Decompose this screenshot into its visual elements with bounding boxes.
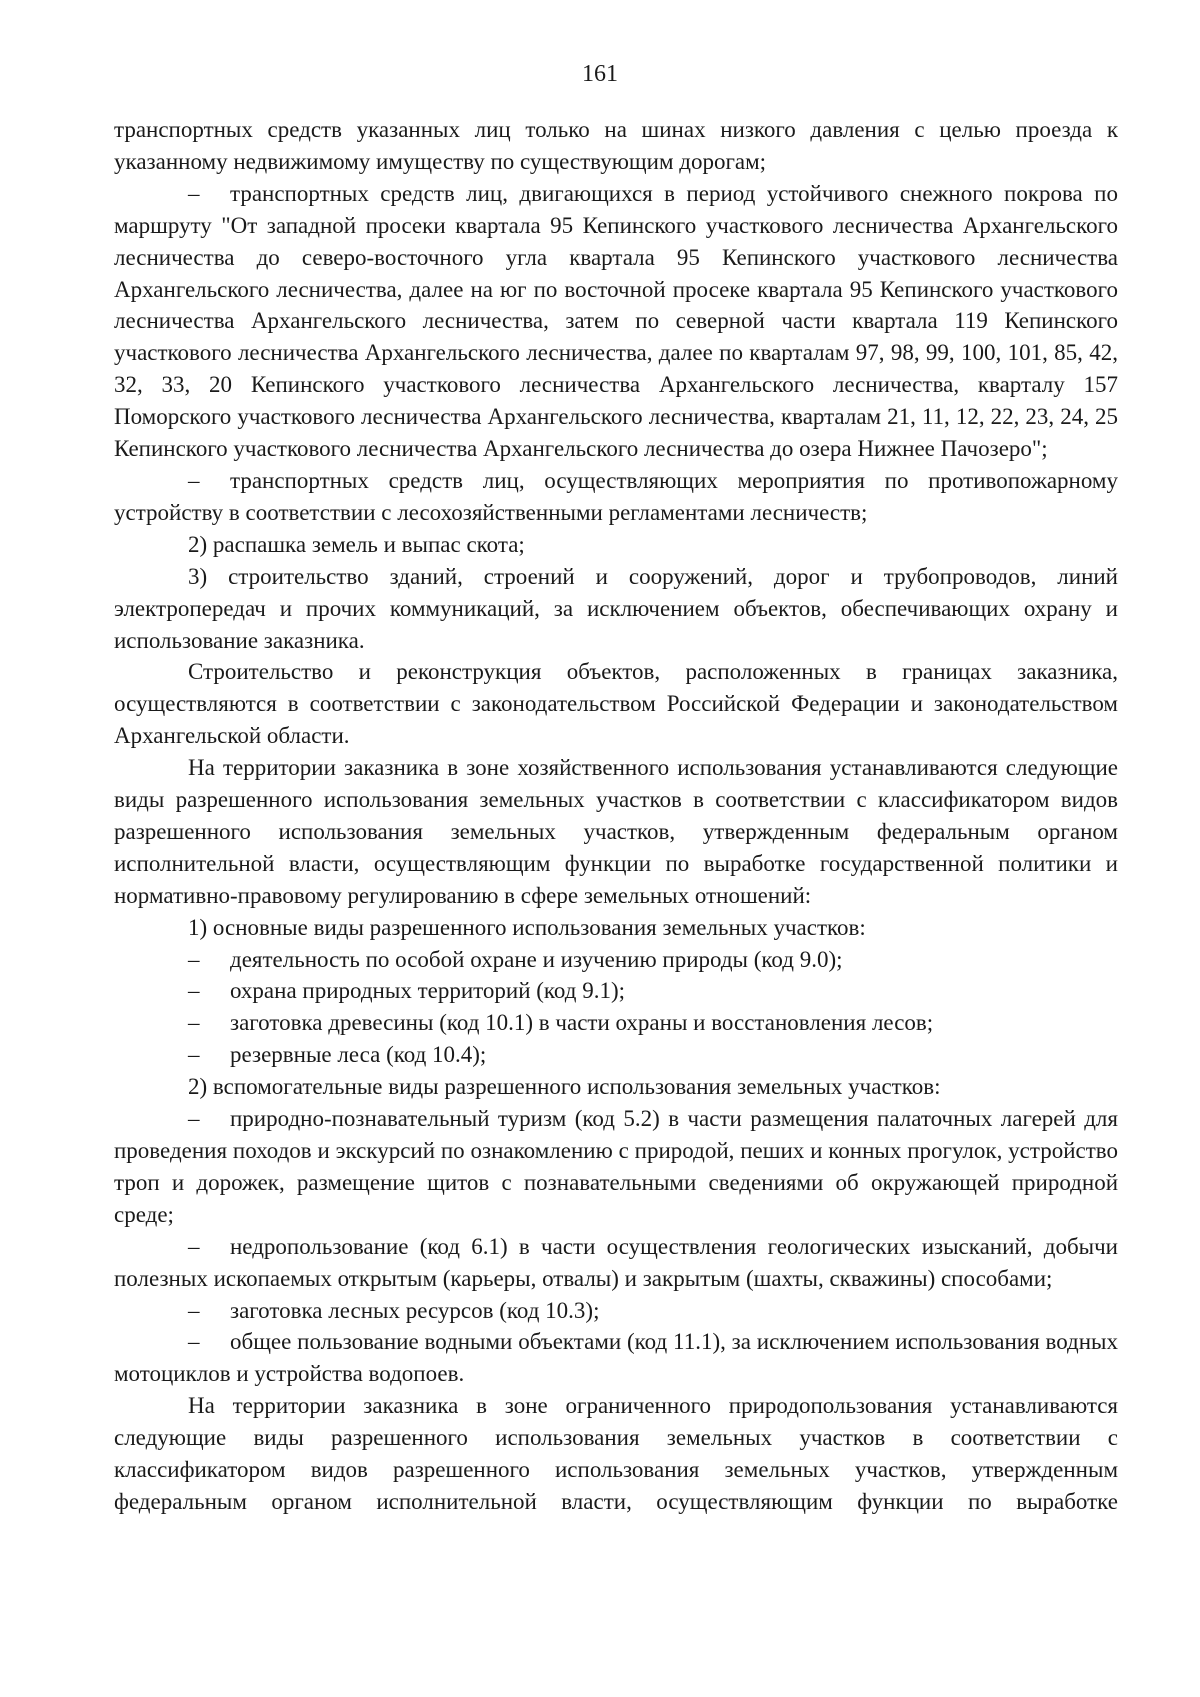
dash-marker: – [188,467,200,493]
dash-marker: – [188,1297,200,1323]
list-item [114,1295,1118,1327]
paragraph [114,561,1118,657]
list-item [114,1039,1118,1071]
paragraph [114,529,1118,561]
paragraph-text: 2) вспомогательные виды разрешенного использования земельных участков: [188,1074,941,1100]
paragraph-text: 1) основные виды разрешенного использования земельных участков: [188,914,866,940]
list-item [114,944,1118,976]
paragraph [114,656,1118,752]
paragraph-text: общее пользование водными объектами (код 11.1), за исключением использования водных мотоциклов и устройства водопоев. [114,1329,1118,1387]
paragraph-text: резервные леса (код 10.4); [230,1042,487,1068]
paragraph-text: транспортных средств указанных лиц только на шинах низкого давления с целью проезда к указанному недвижимому имуществу по существующим дорогам; [114,117,1118,174]
dash-marker: – [188,1329,200,1355]
paragraph-text: транспортных средств лиц, двигающихся в период устойчивого снежного покрова по маршруту "От западной просеки квартала 95 Кепинского участкового лесничества Архангельского лесничества до северо-восточного угла квартала 95 Кепинского участкового лесничества Архангельского лесничества, далее на юг по восточной просеке квартала 95 Кепинского участкового лесничества Архангельского лесничества, затем по северной части квартала 119 Кепинского участкового лесничества Архангельского лесничества, далее по кварталам 97, 98, 99, 100, 101, 85, 42, 32, 33, 20 Кепинского участкового лесничества Архангельского лесничества, кварталу 157 Поморского участкового лесничества Архангельского лесничества, кварталам 21, 11, 12, 22, 23, 24, 25 Кепинского участкового лесничества Архангельского лесничества до озера Нижнее Пачозеро"; [114,180,1118,462]
list-item [114,1326,1118,1390]
list-item [114,178,1118,465]
list-item [114,1231,1118,1295]
paragraph-text: На территории заказника в зоне ограниченного природопользования устанавливаются следующие виды разрешенного использования земельных участков в соответствии с классификатором видов разрешенного использования земельных участков, утвержденным федеральным органом исполнительной власти, осуществляющим функции по выработке [114,1393,1118,1514]
paragraph [114,1390,1118,1518]
dash-marker: – [188,1010,200,1036]
paragraph-text: природно-познавательный туризм (код 5.2) в части размещения палаточных лагерей для проведения походов и экскурсий по ознакомлению с природой, пеших и конных прогулок, устройство троп и дорожек, размещение щитов с познавательными сведениями об окружающей природной среде; [114,1106,1118,1227]
paragraph-text: заготовка лесных ресурсов (код 10.3); [230,1297,600,1323]
paragraph [114,912,1118,944]
dash-marker: – [188,978,200,1004]
paragraph [114,1071,1118,1103]
dash-marker: – [188,1106,200,1132]
paragraph-text: На территории заказника в зоне хозяйственного использования устанавливаются следующие виды разрешенного использования земельных участков в соответствии с классификатором видов разрешенного использования земельных участков, утвержденным федеральным органом исполнительной власти, осуществляющим функции по выработке государственной политики и нормативно-правовому регулированию в сфере земельных отношений: [114,755,1118,908]
dash-marker: – [188,180,200,206]
dash-marker: – [188,1042,200,1068]
page-number: 161 [582,61,618,87]
list-item [114,1007,1118,1039]
paragraph-text: 3) строительство зданий, строений и сооружений, дорог и трубопроводов, линий электропередач и прочих коммуникаций, за исключением объектов, обеспечивающих охрану и использование заказника. [114,563,1118,653]
list-item [114,465,1118,529]
dash-marker: – [188,1233,200,1259]
paragraph-text: заготовка древесины (код 10.1) в части охраны и восстановления лесов; [230,1010,934,1036]
paragraph [114,114,1118,178]
paragraph-text: охрана природных территорий (код 9.1); [230,978,626,1004]
paragraph-text: транспортных средств лиц, осуществляющих мероприятия по противопожарному устройству в соответствии с лесохозяйственными регламентами лесничеств; [114,467,1118,525]
paragraph [114,752,1118,912]
paragraph-text: недропользование (код 6.1) в части осуществления геологических изысканий, добычи полезных ископаемых открытым (карьеры, отвалы) и закрытым (шахты, скважины) способами; [114,1233,1118,1291]
paragraph-text: 2) распашка земель и выпас скота; [188,531,525,557]
list-item [114,975,1118,1007]
dash-marker: – [188,946,200,972]
list-item [114,1103,1118,1231]
document-body [114,114,1118,1518]
paragraph-text: деятельность по особой охране и изучению природы (код 9.0); [230,946,843,972]
paragraph-text: Строительство и реконструкция объектов, расположенных в границах заказника, осуществляются в соответствии с законодательством Российской Федерации и законодательством Архангельской области. [114,659,1118,749]
